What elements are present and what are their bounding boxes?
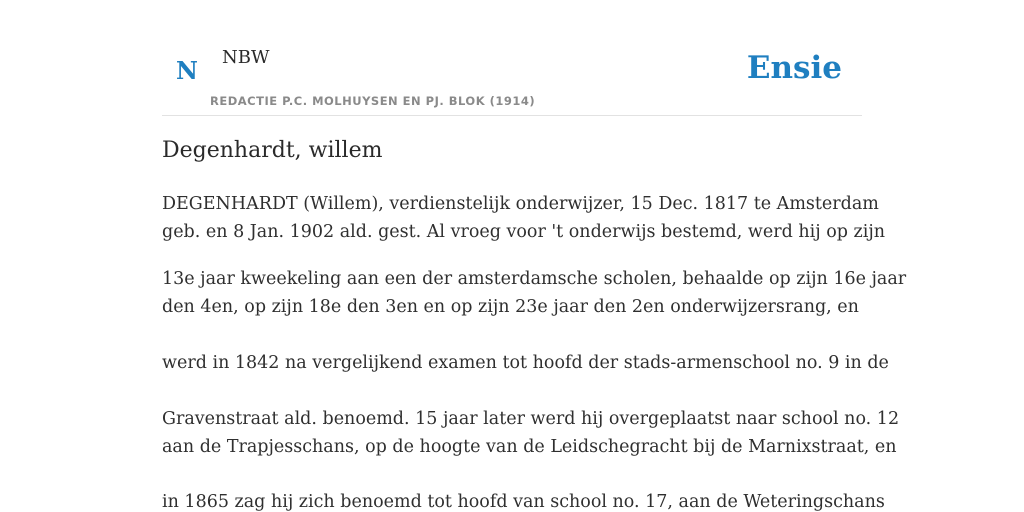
article-text-line: DEGENHARDT (Willem), verdienstelijk onderwijzer, 15 Dec. 1817 te Amsterdam <box>162 194 879 214</box>
article-text-line: in 1865 zag hij zich benoemd tot hoofd van school no. 17, aan de Weteringschans <box>162 492 885 512</box>
article-text-line: den 4en, op zijn 18e den 3en en op zijn 23e jaar den 2en onderwijzersrang, en <box>162 297 859 317</box>
article-text-line: werd in 1842 na vergelijkend examen tot hoofd der stads-armenschool no. 9 in de <box>162 353 889 373</box>
article-text-line: 13e jaar kweekeling aan een der amsterdamsche scholen, behaalde op zijn 16e jaar <box>162 269 907 289</box>
article-text-line: Gravenstraat ald. benoemd. 15 jaar later werd hij overgeplaatst naar school no. 12 <box>162 409 900 429</box>
ensie-brand-logo[interactable]: Ensie <box>746 50 842 86</box>
article-text-line: aan de Trapjesschans, op de hoogte van de Leidschegracht bij de Marnixstraat, en <box>162 437 897 457</box>
work-abbreviation[interactable]: NBW <box>222 47 270 68</box>
work-editors-subtitle: REDACTIE P.C. MOLHUYSEN EN PJ. BLOK (1914) <box>210 94 536 108</box>
work-logo[interactable]: N <box>176 56 198 85</box>
article-title: Degenhardt, willem <box>162 138 383 163</box>
article-text-line: geb. en 8 Jan. 1902 ald. gest. Al vroeg voor 't onderwijs bestemd, werd hij op zijn <box>162 222 886 242</box>
header <box>162 40 862 116</box>
